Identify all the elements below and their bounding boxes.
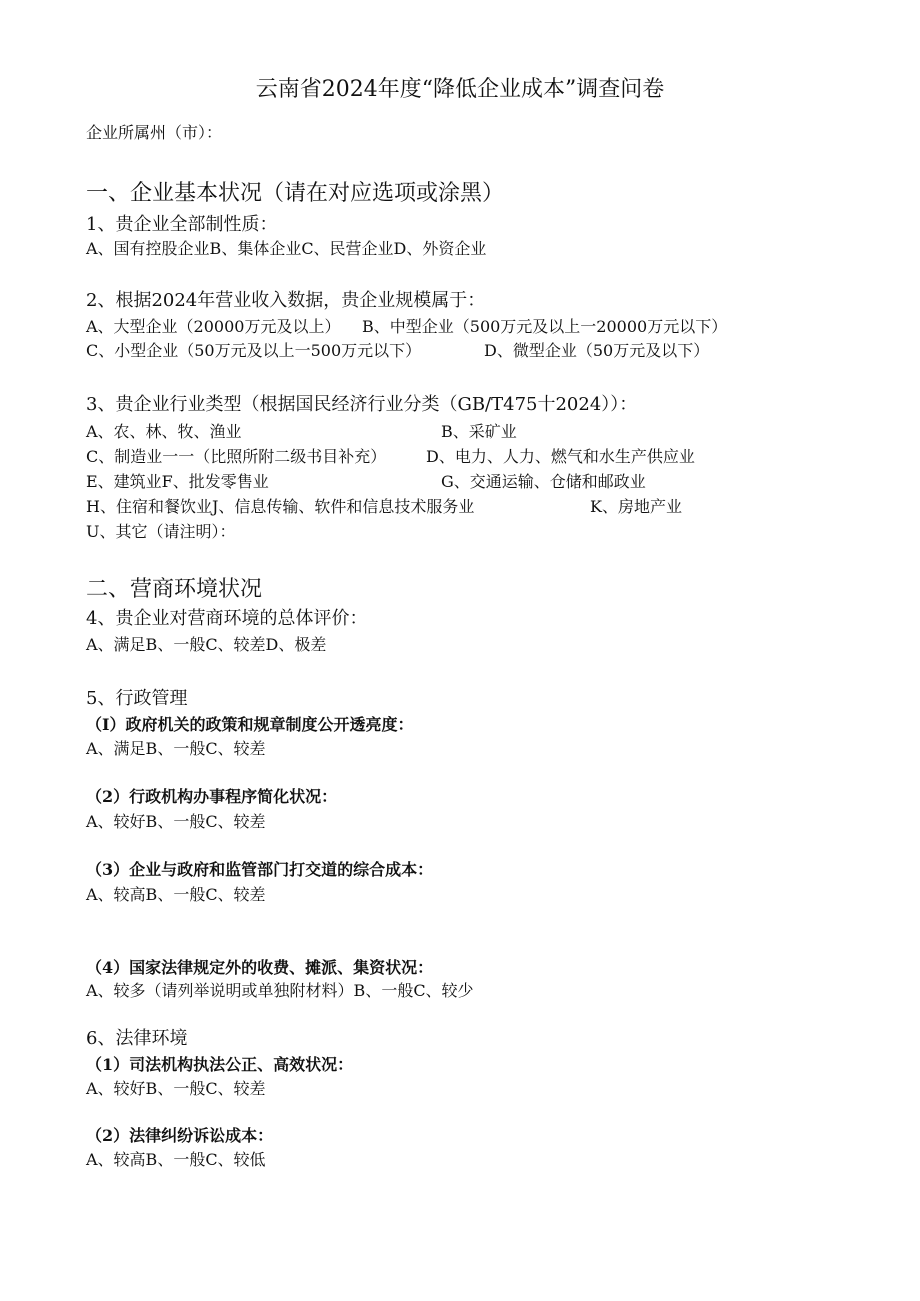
q5-sub3-text: （3）企业与政府和监管部门打交道的综合成本： <box>86 860 434 879</box>
q3-option-ef: E、建筑业F、批发零售业 <box>86 472 269 491</box>
q5-sub4-text: （4）国家法律规定外的收费、摊派、集资状况： <box>86 958 434 977</box>
q3-option-k: K、房地产业 <box>590 497 682 516</box>
q2-text: 2、根据2024年营业收入数据，贵企业规模属于： <box>86 290 486 311</box>
q6-sub1-options: A、较好B、一般C、较差 <box>86 1079 266 1098</box>
q3-option-b: B、采矿业 <box>441 422 517 441</box>
q3-text: 3、贵企业行业类型（根据国民经济行业分类（GB/T475十2024））： <box>86 394 638 415</box>
q2-option-c: C、小型企业（50万元及以上一500万元以下） <box>86 341 422 360</box>
q6-text: 6、法律环境 <box>86 1028 188 1049</box>
q3-option-a: A、农、林、牧、渔业 <box>86 422 242 441</box>
q3-option-g: G、交通运输、仓储和邮政业 <box>441 472 646 491</box>
q3-option-d: D、电力、人力、燃气和水生产供应业 <box>426 447 695 466</box>
q2-option-a: A、大型企业（20000万元及以上） <box>86 317 341 336</box>
q5-sub3-options: A、较高B、一般C、较差 <box>86 885 266 904</box>
q5-sub2-text: （2）行政机构办事程序简化状况： <box>86 787 338 806</box>
q6-sub1-text: （1）司法机构执法公正、高效状况： <box>86 1055 354 1074</box>
q5-sub1-options: A、满足B、一般C、较差 <box>86 739 266 758</box>
q3-option-c: C、制造业一一（比照所附二级书目补充） <box>86 447 387 466</box>
q6-sub2-text: （2）法律纠纷诉讼成本： <box>86 1126 274 1145</box>
section1-heading: 一、企业基本状况（请在对应选项或涂黑） <box>86 181 505 206</box>
q6-sub2-options: A、较高B、一般C、较低 <box>86 1150 266 1169</box>
q5-sub2-options: A、较好B、一般C、较差 <box>86 812 266 831</box>
q3-option-u: U、其它（请注明）： <box>86 522 236 541</box>
q1-options: A、国有控股企业B、集体企业C、民营企业D、外资企业 <box>86 239 487 258</box>
q2-option-d: D、微型企业（50万元及以下） <box>484 341 710 360</box>
section2-heading: 二、营商环境状况 <box>86 577 263 602</box>
q4-text: 4、贵企业对营商环境的总体评价： <box>86 608 368 629</box>
q5-sub1-text: （I）政府机关的政策和规章制度公开透亮度： <box>86 715 414 734</box>
q4-options: A、满足B、一般C、较差D、极差 <box>86 635 327 654</box>
q3-option-hj: H、住宿和餐饮业J、信息传输、软件和信息技术服务业 <box>86 497 475 516</box>
q5-text: 5、行政管理 <box>86 688 188 709</box>
q1-text: 1、贵企业全部制性质： <box>86 214 278 235</box>
q2-option-b: B、中型企业（500万元及以上一20000万元以下） <box>362 317 728 336</box>
region-label: 企业所属州（市）： <box>86 123 223 142</box>
q5-sub4-options: A、较多（请列举说明或单独附材料）B、一般C、较少 <box>86 981 474 1000</box>
document-title: 云南省2024年度“降低企业成本”调查问卷 <box>255 77 665 102</box>
